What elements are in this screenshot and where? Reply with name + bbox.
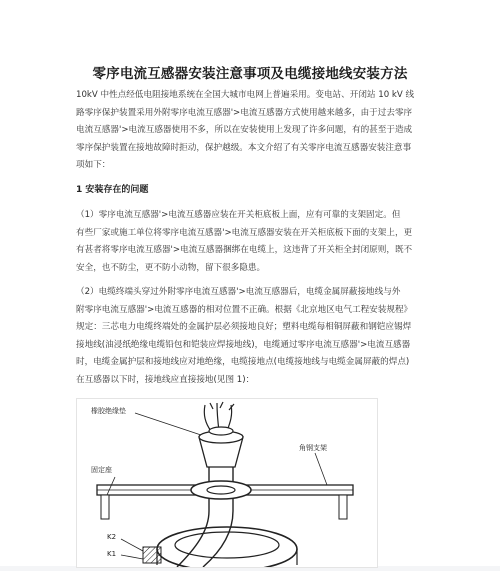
label-insulation-pad: 橡胶绝缘垫 (91, 407, 126, 415)
label-k2: K2 (107, 533, 117, 541)
intro-line: 零序保护装置在接地故障时拒动，保护越级。本文介绍了有关零序电流互感器安装注意事 (76, 142, 412, 153)
paragraph-line: 有甚者将零序电流互感器'>电流互感器捆绑在电缆上，这违背了开关柜全封闭原则，既不 (76, 245, 413, 256)
paragraph-line: 接地线(油浸纸绝缘电缆铅包和铠装应焊接地线)，电缆通过零序电流互感器'>电流互感器 (76, 339, 411, 350)
paragraph-1 (76, 207, 428, 277)
intro-paragraph (76, 87, 428, 175)
installation-diagram (77, 399, 377, 567)
intro-line: 10kV 中性点经低电阻接地系统在全国大城市电网上普遍采用。变电站、开闭站 10 kV 线 (76, 90, 415, 100)
paragraph-line: 附零序电流互感器'>电流互感器的相对位置不正确。根据《北京地区电气工程安装规程》 (76, 304, 413, 315)
paragraph-line: 在互感器以下时，接地线应直接接地(见图 1)： (76, 374, 255, 385)
paragraph-line: 规定：三芯电力电缆终端处的金属护层必须接地良好；塑料电缆每相铜屏蔽和钢铠应锡焊 (76, 322, 412, 333)
intro-line: 路零序保护装置采用外附零序电流互感器'>电流互感器方式使用越来越多，由于过去零序 (76, 107, 413, 118)
terminal-block (143, 547, 161, 563)
section-heading: 1 安装存在的问题 (76, 185, 149, 195)
intro-line: 电流互感器'>电流互感器使用不多，所以在安装使用上发现了许多问题，有的甚至于造成 (76, 125, 413, 136)
paragraph-line: 安全，也不防尘，更不防小动物，留下很多隐患。 (76, 262, 266, 273)
paragraph-line: （2）电缆终端头穿过外附零序电流互感器'>电流互感器后，电缆金属屏蔽接地线与外 (76, 287, 401, 297)
paragraph-line: 有些厂家或施工单位将零序电流互感器'>电流互感器安装在开关柜底板下面的支架上，更 (76, 227, 413, 238)
label-angle-bracket: 角钢支架 (299, 444, 327, 452)
paragraph-line: 时，电缆金属护层和接地线应对地绝缘，电缆接地点(电缆接地线与电缆金属屏蔽的焊点) (76, 357, 410, 368)
ct-torus (157, 527, 297, 567)
article-title: 零序电流互感器安装注意事项及电缆接地线安装方法 (92, 66, 408, 82)
label-fixed-seat: 固定座 (91, 466, 112, 474)
label-k1: K1 (107, 550, 117, 558)
paragraph-2 (76, 284, 428, 390)
intro-line: 项如下： (76, 160, 111, 171)
paragraph-line: （1）零序电流互感器'>电流互感器应装在开关柜底板上面，应有可靠的支架固定。但 (76, 210, 401, 220)
installation-figure (76, 398, 378, 568)
